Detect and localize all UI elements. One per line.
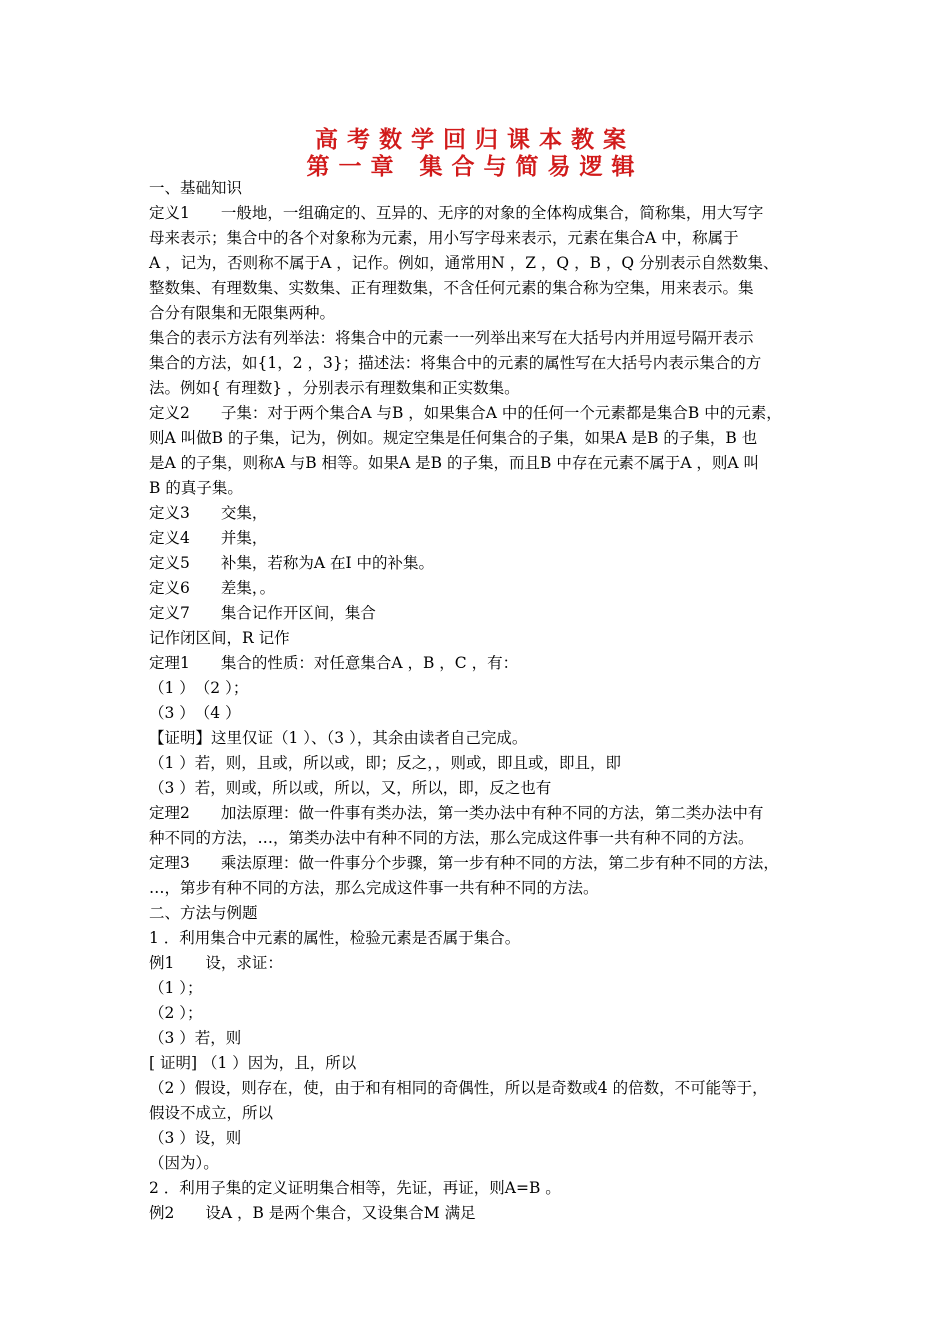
- text-line: 种不同的方法，…，第类办法中有种不同的方法，那么完成这件事一共有种不同的方法。: [149, 829, 754, 847]
- definition-4-line: 定义4 并集，: [149, 529, 268, 547]
- text-line: 集合的表示方法有列举法：将集合中的元素一一列举出来写在大括号内并用逗号隔开表示: [149, 329, 754, 347]
- proof-line: 【证明】这里仅证（1 ）、（3 ），其余由读者自己完成。: [149, 729, 528, 747]
- definition-6-line: 定义6 差集，。: [149, 579, 276, 597]
- text-line: 合分有限集和无限集两种。: [149, 304, 336, 322]
- method-2-line: 2 ．利用子集的定义证明集合相等，先证，再证，则A=B 。: [149, 1179, 561, 1197]
- text-line: 整数集、有理数集、实数集、正有理数集，不含任何元素的集合称为空集，用来表示。集: [149, 279, 754, 297]
- text-line: （2 ）假设，则存在，使，由于和有相同的奇偶性，所以是奇数或4 的倍数，不可能等于，: [149, 1079, 768, 1097]
- section-heading-basics: 一、基础知识: [149, 179, 243, 197]
- text-line: （2 ）；: [149, 1004, 203, 1022]
- text-line: （因为）。: [149, 1154, 219, 1172]
- text-line: （3 ）设，则: [149, 1129, 242, 1147]
- text-line: （3 ）若，则或，所以或，所以，又，所以，即，反之也有: [149, 779, 552, 797]
- section-heading-methods: 二、方法与例题: [149, 904, 258, 922]
- example-1-line: 例1 设，求证：: [149, 954, 283, 972]
- theorem-2-line: 定理2 加法原理：做一件事有类办法，第一类办法中有种不同的方法，第二类办法中有: [149, 804, 764, 822]
- text-line: 假设不成立，所以: [149, 1104, 274, 1122]
- document-body: [149, 176, 824, 1226]
- definition-5-line: 定义5 补集，若称为A 在I 中的补集。: [149, 554, 435, 572]
- text-line: …，第步有种不同的方法，那么完成这件事一共有种不同的方法。: [149, 879, 599, 897]
- definition-7-line: 定义7 集合记作开区间，集合: [149, 604, 376, 622]
- text-line: 是A 的子集，则称A 与B 相等。如果A 是B 的子集，而且B 中存在元素不属于A ，则A 叫: [149, 454, 760, 472]
- example-2-line: 例2 设A ，B 是两个集合，又设集合M 满足: [149, 1204, 476, 1222]
- definition-3-line: 定义3 交集，: [149, 504, 268, 522]
- method-1-line: 1 ．利用集合中元素的属性，检验元素是否属于集合。: [149, 929, 521, 947]
- text-line: （1 ）若，则，且或，所以或，即；反之，，则或，即且或，即且，即: [149, 754, 622, 772]
- definition-2-line: 定义2 子集：对于两个集合A 与B ，如果集合A 中的任何一个元素都是集合B 中的元素，: [149, 404, 782, 422]
- theorem-1-line: 定理1 集合的性质：对任意集合A ，B ，C ，有：: [149, 654, 519, 672]
- text-line: 集合的方法，如{1，2 ，3}；描述法：将集合中的元素的属性写在大括号内表示集合的方: [149, 354, 762, 372]
- text-line: 母来表示；集合中的各个对象称为元素，用小写字母来表示，元素在集合A 中，称属于: [149, 229, 739, 247]
- document-title: 高考数学回归课本教案: [315, 127, 635, 153]
- theorem-3-line: 定理3 乘法原理：做一件事分个步骤，第一步有种不同的方法，第二步有种不同的方法，: [149, 854, 779, 872]
- text-line: B 的真子集。: [149, 479, 243, 497]
- proof-line: [ 证明] （1 ）因为，且，所以: [149, 1054, 357, 1072]
- text-line: A ，记为，否则称不属于A ，记作。例如，通常用N ，Z ，Q ，B ，Q 分别表示自然数集、: [149, 254, 779, 272]
- definition-1-line: 定义1 一般地，一组确定的、互异的、无序的对象的全体构成集合，简称集，用大写字: [149, 204, 764, 222]
- text-line: 记作闭区间，R 记作: [149, 629, 290, 647]
- text-line: 则A 叫做B 的子集，记为，例如。规定空集是任何集合的子集，如果A 是B 的子集，B 也: [149, 429, 758, 447]
- text-line: 法。例如{ 有理数} ，分别表示有理数集和正实数集。: [149, 379, 520, 397]
- text-line: （1 ） （2 ）；: [149, 679, 249, 697]
- text-line: （1 ）；: [149, 979, 203, 997]
- text-line: （3 ）若，则: [149, 1029, 242, 1047]
- text-line: （3 ） （4 ）: [149, 704, 241, 722]
- chapter-title: 第一章 集合与简易逻辑: [306, 154, 644, 180]
